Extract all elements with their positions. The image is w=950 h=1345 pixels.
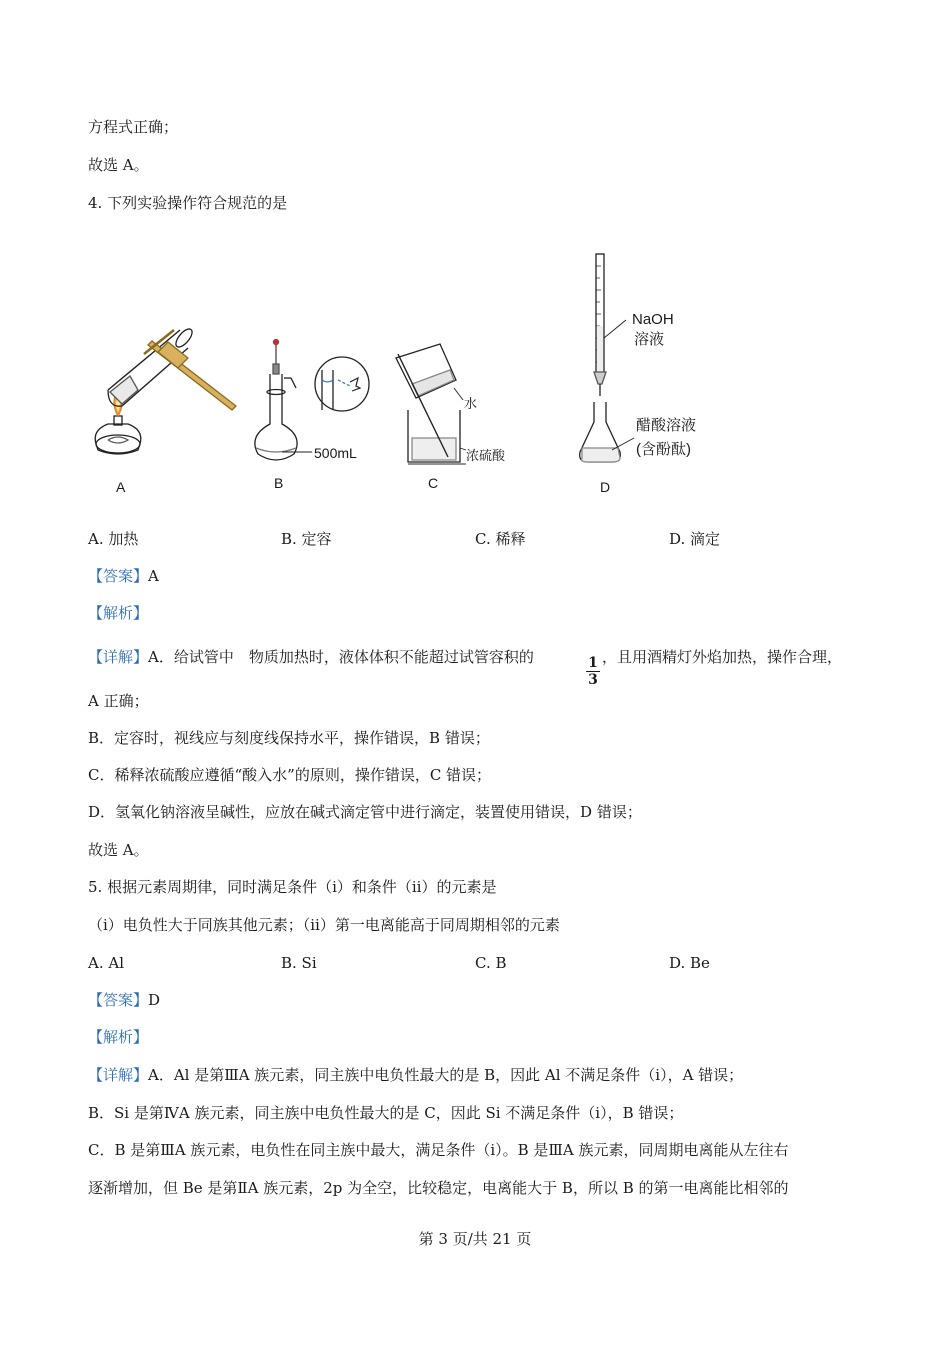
- lab-operations-figure: [88, 252, 808, 502]
- q5-option-b: B. Si: [281, 954, 317, 972]
- beaker-dilution-drawing: [396, 344, 466, 464]
- fraction-denominator: 3: [588, 672, 598, 688]
- figure-label-b: B: [274, 475, 284, 491]
- question-5-conditions: （ⅰ）电负性大于同族其他元素；（ⅱ）第一电离能高于同周期相邻的元素: [88, 916, 560, 934]
- analysis-tag: 【解析】: [88, 604, 149, 622]
- acetic-acid-label: 醋酸溶液: [636, 417, 697, 434]
- detail-text: A．Al 是第ⅢA 族元素，同主族中电负性最大的是 B，因此 Al 不满足条件（i），A 错误；: [148, 1066, 744, 1084]
- naoh-label: NaOH: [632, 311, 674, 328]
- test-tube-holder-drawing: [144, 330, 236, 410]
- q5-option-a: A. Al: [88, 954, 124, 972]
- text-line: A 正确；: [88, 692, 149, 710]
- answer-value: A: [148, 567, 159, 585]
- detail-tag: 【详解】: [88, 1066, 149, 1084]
- q5-detail-c: C．B 是第ⅢA 族元素，电负性在同主族中最大，满足条件（i）。B 是ⅢA 族元素，同周期电离能从左往右: [88, 1141, 789, 1159]
- answer-tag: 【答案】: [88, 567, 149, 585]
- q4-detail-d: D．氢氧化钠溶液呈碱性，应放在碱式滴定管中进行滴定，装置使用错误，D 错误；: [88, 803, 642, 821]
- q4-option-b: B. 定容: [281, 530, 332, 548]
- answer-value: D: [148, 991, 161, 1009]
- q4-option-a: A. 加热: [88, 530, 139, 548]
- phenolphthalein-label: (含酚酞): [636, 441, 691, 458]
- q5-detail-a: [88, 1065, 743, 1085]
- answer-tag: 【答案】: [88, 991, 149, 1009]
- fraction-numerator: 1: [588, 655, 598, 671]
- q5-detail-b: B．Si 是第ⅣA 族元素，同主族中电负性最大的是 C，因此 Si 不满足条件（i），B 错误；: [88, 1104, 684, 1122]
- figure-label-a: A: [116, 479, 126, 495]
- q5-option-d: D. Be: [669, 954, 710, 972]
- figure-label-d: D: [600, 479, 611, 495]
- text-line: 故选 A。: [88, 841, 149, 859]
- conical-flask-drawing: [580, 402, 634, 462]
- analysis-tag: 【解析】: [88, 1028, 149, 1046]
- detail-tag: 【详解】: [88, 648, 149, 666]
- q4-detail-c: C．稀释浓硫酸应遵循“酸入水”的原则，操作错误，C 错误；: [88, 766, 492, 784]
- water-label: 水: [464, 396, 478, 411]
- flask-volume-label: 500mL: [314, 445, 357, 461]
- concentrated-acid-label: 浓硫酸: [466, 448, 506, 463]
- q4-detail-a: [88, 647, 534, 667]
- q4-detail-b: B．定容时，视线应与刻度线保持水平，操作错误，B 错误；: [88, 729, 490, 747]
- question-5-stem: 5. 根据元素周期律，同时满足条件（ⅰ）和条件（ⅱ）的元素是: [88, 878, 497, 896]
- volumetric-flask-drawing: [255, 340, 369, 461]
- q4-option-d: D. 滴定: [669, 530, 721, 548]
- naoh-solution-label: 溶液: [634, 331, 665, 348]
- text-line: 方程式正确；: [88, 118, 179, 136]
- burette-drawing: [594, 254, 626, 396]
- q5-answer: [88, 990, 160, 1010]
- q4-option-c: C. 稀释: [475, 530, 526, 548]
- q5-detail-c-continued: 逐渐增加，但 Be 是第ⅡA 族元素，2p 为全空，比较稳定，电离能大于 B，所以 B 的第一电离能比相邻的: [88, 1179, 789, 1197]
- q5-option-c: C. B: [475, 954, 507, 972]
- fraction-one-third: [586, 656, 600, 687]
- figure-label-c: C: [428, 475, 439, 491]
- text-line: 故选 A。: [88, 156, 149, 174]
- detail-text: A．给试管中 物质加热时，液体体积不能超过试管容积的: [148, 648, 534, 666]
- q4-answer: [88, 566, 159, 586]
- question-4-stem: 4. 下列实验操作符合规范的是: [88, 194, 288, 212]
- page-footer: 第 3 页/共 21 页: [418, 1230, 532, 1248]
- q4-detail-a-continued: ，且用酒精灯外焰加热，操作合理，: [602, 648, 843, 666]
